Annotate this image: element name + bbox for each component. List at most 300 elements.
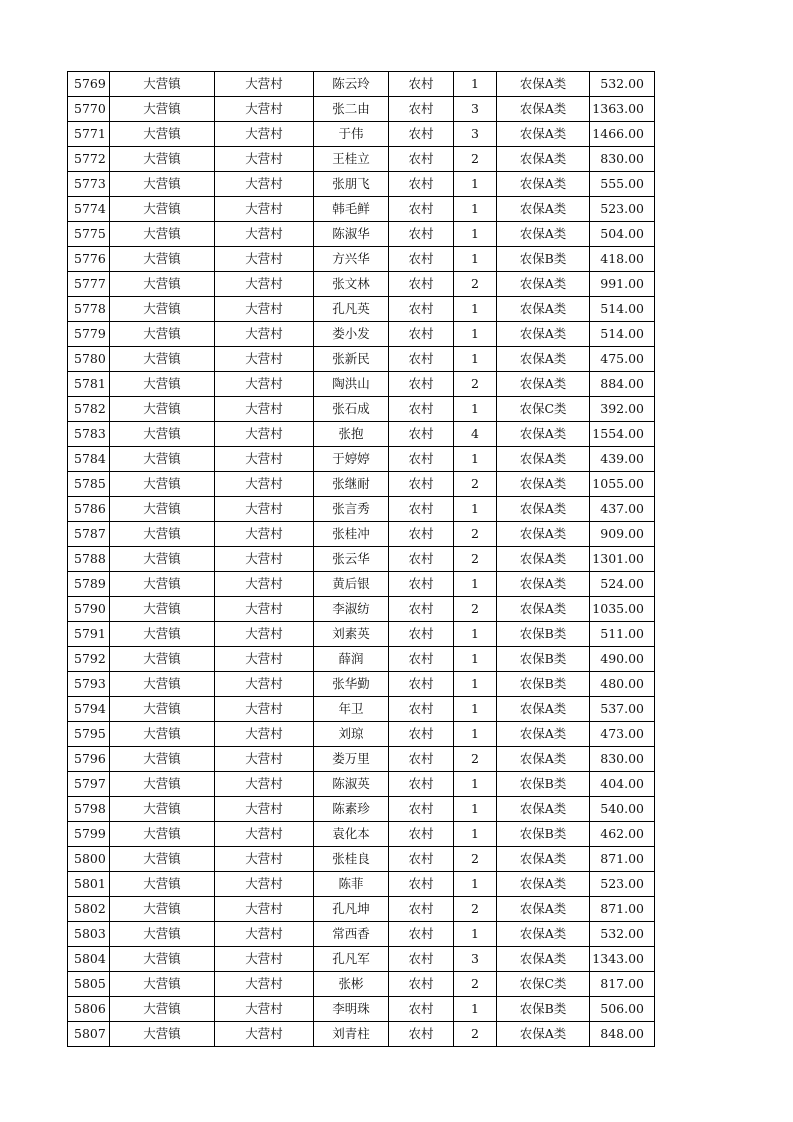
record-id-cell: 5792 bbox=[68, 647, 110, 672]
amount-cell: 1554.00 bbox=[590, 422, 655, 447]
insurance-category-cell: 农保A类 bbox=[497, 447, 590, 472]
insurance-category-cell: 农保A类 bbox=[497, 297, 590, 322]
table-row bbox=[68, 497, 655, 522]
village-cell: 大营村 bbox=[215, 747, 314, 772]
name-cell: 娄小发 bbox=[314, 322, 389, 347]
insurance-category-cell: 农保A类 bbox=[497, 97, 590, 122]
town-cell: 大营镇 bbox=[110, 347, 215, 372]
record-id-cell: 5775 bbox=[68, 222, 110, 247]
area-type-cell: 农村 bbox=[389, 772, 454, 797]
village-cell: 大营村 bbox=[215, 522, 314, 547]
amount-cell: 537.00 bbox=[590, 697, 655, 722]
name-cell: 孔凡坤 bbox=[314, 897, 389, 922]
table-row bbox=[68, 247, 655, 272]
name-cell: 张桂冲 bbox=[314, 522, 389, 547]
household-size-cell: 1 bbox=[454, 197, 497, 222]
village-cell: 大营村 bbox=[215, 72, 314, 97]
household-size-cell: 1 bbox=[454, 922, 497, 947]
record-id-cell: 5804 bbox=[68, 947, 110, 972]
record-id-cell: 5786 bbox=[68, 497, 110, 522]
name-cell: 薛润 bbox=[314, 647, 389, 672]
village-cell: 大营村 bbox=[215, 797, 314, 822]
village-cell: 大营村 bbox=[215, 947, 314, 972]
insurance-category-cell: 农保A类 bbox=[497, 1022, 590, 1047]
town-cell: 大营镇 bbox=[110, 472, 215, 497]
record-id-cell: 5796 bbox=[68, 747, 110, 772]
village-cell: 大营村 bbox=[215, 897, 314, 922]
town-cell: 大营镇 bbox=[110, 697, 215, 722]
table-row bbox=[68, 847, 655, 872]
household-size-cell: 1 bbox=[454, 322, 497, 347]
name-cell: 刘琼 bbox=[314, 722, 389, 747]
name-cell: 张新民 bbox=[314, 347, 389, 372]
household-size-cell: 1 bbox=[454, 447, 497, 472]
area-type-cell: 农村 bbox=[389, 497, 454, 522]
village-cell: 大营村 bbox=[215, 172, 314, 197]
area-type-cell: 农村 bbox=[389, 672, 454, 697]
village-cell: 大营村 bbox=[215, 297, 314, 322]
record-id-cell: 5803 bbox=[68, 922, 110, 947]
insurance-category-cell: 农保A类 bbox=[497, 222, 590, 247]
record-id-cell: 5770 bbox=[68, 97, 110, 122]
name-cell: 常西香 bbox=[314, 922, 389, 947]
household-size-cell: 3 bbox=[454, 122, 497, 147]
name-cell: 刘素英 bbox=[314, 622, 389, 647]
village-cell: 大营村 bbox=[215, 997, 314, 1022]
town-cell: 大营镇 bbox=[110, 647, 215, 672]
insurance-category-cell: 农保A类 bbox=[497, 947, 590, 972]
name-cell: 张石成 bbox=[314, 397, 389, 422]
household-size-cell: 1 bbox=[454, 647, 497, 672]
table-row bbox=[68, 272, 655, 297]
area-type-cell: 农村 bbox=[389, 72, 454, 97]
name-cell: 张抱 bbox=[314, 422, 389, 447]
insurance-category-cell: 农保A类 bbox=[497, 747, 590, 772]
village-cell: 大营村 bbox=[215, 622, 314, 647]
area-type-cell: 农村 bbox=[389, 247, 454, 272]
area-type-cell: 农村 bbox=[389, 822, 454, 847]
amount-cell: 1301.00 bbox=[590, 547, 655, 572]
amount-cell: 462.00 bbox=[590, 822, 655, 847]
household-size-cell: 1 bbox=[454, 997, 497, 1022]
village-cell: 大营村 bbox=[215, 497, 314, 522]
insurance-category-cell: 农保A类 bbox=[497, 597, 590, 622]
name-cell: 年卫 bbox=[314, 697, 389, 722]
household-size-cell: 1 bbox=[454, 672, 497, 697]
amount-cell: 532.00 bbox=[590, 72, 655, 97]
area-type-cell: 农村 bbox=[389, 272, 454, 297]
name-cell: 陈淑华 bbox=[314, 222, 389, 247]
record-id-cell: 5781 bbox=[68, 372, 110, 397]
amount-cell: 523.00 bbox=[590, 872, 655, 897]
area-type-cell: 农村 bbox=[389, 722, 454, 747]
amount-cell: 540.00 bbox=[590, 797, 655, 822]
insurance-category-cell: 农保A类 bbox=[497, 172, 590, 197]
village-cell: 大营村 bbox=[215, 472, 314, 497]
household-size-cell: 1 bbox=[454, 347, 497, 372]
household-size-cell: 1 bbox=[454, 72, 497, 97]
record-id-cell: 5791 bbox=[68, 622, 110, 647]
record-id-cell: 5798 bbox=[68, 797, 110, 822]
table-row bbox=[68, 297, 655, 322]
table-row bbox=[68, 772, 655, 797]
amount-cell: 830.00 bbox=[590, 747, 655, 772]
area-type-cell: 农村 bbox=[389, 147, 454, 172]
insurance-category-cell: 农保C类 bbox=[497, 397, 590, 422]
household-size-cell: 1 bbox=[454, 622, 497, 647]
household-size-cell: 2 bbox=[454, 547, 497, 572]
table-row bbox=[68, 122, 655, 147]
record-id-cell: 5806 bbox=[68, 997, 110, 1022]
household-size-cell: 2 bbox=[454, 972, 497, 997]
name-cell: 张云华 bbox=[314, 547, 389, 572]
amount-cell: 909.00 bbox=[590, 522, 655, 547]
amount-cell: 817.00 bbox=[590, 972, 655, 997]
amount-cell: 871.00 bbox=[590, 897, 655, 922]
table-row bbox=[68, 947, 655, 972]
table-row bbox=[68, 997, 655, 1022]
area-type-cell: 农村 bbox=[389, 347, 454, 372]
village-cell: 大营村 bbox=[215, 647, 314, 672]
household-size-cell: 1 bbox=[454, 822, 497, 847]
town-cell: 大营镇 bbox=[110, 147, 215, 172]
household-size-cell: 2 bbox=[454, 747, 497, 772]
town-cell: 大营镇 bbox=[110, 122, 215, 147]
area-type-cell: 农村 bbox=[389, 397, 454, 422]
amount-cell: 523.00 bbox=[590, 197, 655, 222]
village-cell: 大营村 bbox=[215, 422, 314, 447]
town-cell: 大营镇 bbox=[110, 872, 215, 897]
name-cell: 张华勤 bbox=[314, 672, 389, 697]
insurance-category-cell: 农保B类 bbox=[497, 772, 590, 797]
amount-cell: 871.00 bbox=[590, 847, 655, 872]
name-cell: 黄后银 bbox=[314, 572, 389, 597]
town-cell: 大营镇 bbox=[110, 972, 215, 997]
table-row bbox=[68, 97, 655, 122]
household-size-cell: 2 bbox=[454, 272, 497, 297]
name-cell: 孔凡英 bbox=[314, 297, 389, 322]
table-row bbox=[68, 447, 655, 472]
record-id-cell: 5795 bbox=[68, 722, 110, 747]
household-size-cell: 2 bbox=[454, 897, 497, 922]
town-cell: 大营镇 bbox=[110, 422, 215, 447]
record-id-cell: 5769 bbox=[68, 72, 110, 97]
name-cell: 张继耐 bbox=[314, 472, 389, 497]
record-id-cell: 5793 bbox=[68, 672, 110, 697]
household-size-cell: 1 bbox=[454, 172, 497, 197]
record-id-cell: 5777 bbox=[68, 272, 110, 297]
record-id-cell: 5787 bbox=[68, 522, 110, 547]
amount-cell: 830.00 bbox=[590, 147, 655, 172]
area-type-cell: 农村 bbox=[389, 947, 454, 972]
town-cell: 大营镇 bbox=[110, 772, 215, 797]
village-cell: 大营村 bbox=[215, 547, 314, 572]
table-row bbox=[68, 797, 655, 822]
insurance-category-cell: 农保B类 bbox=[497, 247, 590, 272]
insurance-category-cell: 农保A类 bbox=[497, 472, 590, 497]
name-cell: 方兴华 bbox=[314, 247, 389, 272]
record-id-cell: 5774 bbox=[68, 197, 110, 222]
amount-cell: 514.00 bbox=[590, 322, 655, 347]
village-cell: 大营村 bbox=[215, 122, 314, 147]
insurance-category-cell: 农保A类 bbox=[497, 522, 590, 547]
village-cell: 大营村 bbox=[215, 97, 314, 122]
town-cell: 大营镇 bbox=[110, 297, 215, 322]
town-cell: 大营镇 bbox=[110, 622, 215, 647]
village-cell: 大营村 bbox=[215, 922, 314, 947]
amount-cell: 392.00 bbox=[590, 397, 655, 422]
insurance-category-cell: 农保A类 bbox=[497, 272, 590, 297]
town-cell: 大营镇 bbox=[110, 97, 215, 122]
village-cell: 大营村 bbox=[215, 147, 314, 172]
table-row bbox=[68, 197, 655, 222]
table-row bbox=[68, 722, 655, 747]
table-row bbox=[68, 697, 655, 722]
village-cell: 大营村 bbox=[215, 572, 314, 597]
town-cell: 大营镇 bbox=[110, 747, 215, 772]
insurance-category-cell: 农保A类 bbox=[497, 122, 590, 147]
town-cell: 大营镇 bbox=[110, 172, 215, 197]
insurance-category-cell: 农保A类 bbox=[497, 897, 590, 922]
household-table bbox=[67, 71, 655, 1047]
village-cell: 大营村 bbox=[215, 197, 314, 222]
name-cell: 李明珠 bbox=[314, 997, 389, 1022]
table-row bbox=[68, 972, 655, 997]
record-id-cell: 5807 bbox=[68, 1022, 110, 1047]
record-id-cell: 5778 bbox=[68, 297, 110, 322]
town-cell: 大营镇 bbox=[110, 597, 215, 622]
village-cell: 大营村 bbox=[215, 272, 314, 297]
name-cell: 张桂良 bbox=[314, 847, 389, 872]
table-row bbox=[68, 372, 655, 397]
record-id-cell: 5788 bbox=[68, 547, 110, 572]
area-type-cell: 农村 bbox=[389, 447, 454, 472]
record-id-cell: 5789 bbox=[68, 572, 110, 597]
town-cell: 大营镇 bbox=[110, 372, 215, 397]
amount-cell: 506.00 bbox=[590, 997, 655, 1022]
amount-cell: 418.00 bbox=[590, 247, 655, 272]
amount-cell: 511.00 bbox=[590, 622, 655, 647]
town-cell: 大营镇 bbox=[110, 397, 215, 422]
area-type-cell: 农村 bbox=[389, 1022, 454, 1047]
town-cell: 大营镇 bbox=[110, 997, 215, 1022]
area-type-cell: 农村 bbox=[389, 97, 454, 122]
village-cell: 大营村 bbox=[215, 397, 314, 422]
area-type-cell: 农村 bbox=[389, 122, 454, 147]
area-type-cell: 农村 bbox=[389, 522, 454, 547]
household-size-cell: 1 bbox=[454, 797, 497, 822]
insurance-category-cell: 农保A类 bbox=[497, 147, 590, 172]
village-cell: 大营村 bbox=[215, 597, 314, 622]
amount-cell: 848.00 bbox=[590, 1022, 655, 1047]
town-cell: 大营镇 bbox=[110, 897, 215, 922]
insurance-category-cell: 农保A类 bbox=[497, 497, 590, 522]
village-cell: 大营村 bbox=[215, 722, 314, 747]
area-type-cell: 农村 bbox=[389, 322, 454, 347]
household-size-cell: 1 bbox=[454, 497, 497, 522]
table-row bbox=[68, 572, 655, 597]
insurance-category-cell: 农保A类 bbox=[497, 547, 590, 572]
town-cell: 大营镇 bbox=[110, 722, 215, 747]
insurance-category-cell: 农保A类 bbox=[497, 322, 590, 347]
insurance-category-cell: 农保A类 bbox=[497, 847, 590, 872]
area-type-cell: 农村 bbox=[389, 297, 454, 322]
record-id-cell: 5782 bbox=[68, 397, 110, 422]
area-type-cell: 农村 bbox=[389, 422, 454, 447]
village-cell: 大营村 bbox=[215, 972, 314, 997]
name-cell: 张文林 bbox=[314, 272, 389, 297]
name-cell: 王桂立 bbox=[314, 147, 389, 172]
record-id-cell: 5801 bbox=[68, 872, 110, 897]
insurance-category-cell: 农保A类 bbox=[497, 422, 590, 447]
name-cell: 陈云玲 bbox=[314, 72, 389, 97]
amount-cell: 1343.00 bbox=[590, 947, 655, 972]
table-row bbox=[68, 597, 655, 622]
village-cell: 大营村 bbox=[215, 247, 314, 272]
amount-cell: 504.00 bbox=[590, 222, 655, 247]
area-type-cell: 农村 bbox=[389, 622, 454, 647]
household-size-cell: 3 bbox=[454, 97, 497, 122]
name-cell: 张二由 bbox=[314, 97, 389, 122]
town-cell: 大营镇 bbox=[110, 247, 215, 272]
insurance-category-cell: 农保B类 bbox=[497, 672, 590, 697]
record-id-cell: 5785 bbox=[68, 472, 110, 497]
insurance-category-cell: 农保A类 bbox=[497, 72, 590, 97]
area-type-cell: 农村 bbox=[389, 922, 454, 947]
amount-cell: 473.00 bbox=[590, 722, 655, 747]
village-cell: 大营村 bbox=[215, 222, 314, 247]
insurance-category-cell: 农保A类 bbox=[497, 872, 590, 897]
name-cell: 韩毛鲜 bbox=[314, 197, 389, 222]
village-cell: 大营村 bbox=[215, 697, 314, 722]
name-cell: 陈素珍 bbox=[314, 797, 389, 822]
name-cell: 于伟 bbox=[314, 122, 389, 147]
table-row bbox=[68, 322, 655, 347]
household-size-cell: 2 bbox=[454, 1022, 497, 1047]
town-cell: 大营镇 bbox=[110, 672, 215, 697]
insurance-category-cell: 农保A类 bbox=[497, 572, 590, 597]
village-cell: 大营村 bbox=[215, 872, 314, 897]
town-cell: 大营镇 bbox=[110, 922, 215, 947]
table-row bbox=[68, 897, 655, 922]
record-id-cell: 5799 bbox=[68, 822, 110, 847]
area-type-cell: 农村 bbox=[389, 847, 454, 872]
village-cell: 大营村 bbox=[215, 322, 314, 347]
record-id-cell: 5790 bbox=[68, 597, 110, 622]
town-cell: 大营镇 bbox=[110, 1022, 215, 1047]
insurance-category-cell: 农保A类 bbox=[497, 697, 590, 722]
insurance-category-cell: 农保A类 bbox=[497, 347, 590, 372]
amount-cell: 532.00 bbox=[590, 922, 655, 947]
area-type-cell: 农村 bbox=[389, 222, 454, 247]
name-cell: 孔凡军 bbox=[314, 947, 389, 972]
name-cell: 张朋飞 bbox=[314, 172, 389, 197]
record-id-cell: 5805 bbox=[68, 972, 110, 997]
insurance-category-cell: 农保C类 bbox=[497, 972, 590, 997]
town-cell: 大营镇 bbox=[110, 522, 215, 547]
record-id-cell: 5783 bbox=[68, 422, 110, 447]
household-size-cell: 1 bbox=[454, 297, 497, 322]
table-row bbox=[68, 172, 655, 197]
town-cell: 大营镇 bbox=[110, 822, 215, 847]
table-row bbox=[68, 347, 655, 372]
amount-cell: 1466.00 bbox=[590, 122, 655, 147]
town-cell: 大营镇 bbox=[110, 222, 215, 247]
insurance-category-cell: 农保A类 bbox=[497, 722, 590, 747]
name-cell: 陈菲 bbox=[314, 872, 389, 897]
village-cell: 大营村 bbox=[215, 372, 314, 397]
record-id-cell: 5800 bbox=[68, 847, 110, 872]
village-cell: 大营村 bbox=[215, 347, 314, 372]
name-cell: 刘青柱 bbox=[314, 1022, 389, 1047]
amount-cell: 524.00 bbox=[590, 572, 655, 597]
name-cell: 娄万里 bbox=[314, 747, 389, 772]
town-cell: 大营镇 bbox=[110, 72, 215, 97]
town-cell: 大营镇 bbox=[110, 797, 215, 822]
area-type-cell: 农村 bbox=[389, 897, 454, 922]
table-row bbox=[68, 522, 655, 547]
table-row bbox=[68, 872, 655, 897]
table-row bbox=[68, 422, 655, 447]
area-type-cell: 农村 bbox=[389, 472, 454, 497]
town-cell: 大营镇 bbox=[110, 197, 215, 222]
record-id-cell: 5794 bbox=[68, 697, 110, 722]
record-id-cell: 5802 bbox=[68, 897, 110, 922]
area-type-cell: 农村 bbox=[389, 372, 454, 397]
amount-cell: 1035.00 bbox=[590, 597, 655, 622]
village-cell: 大营村 bbox=[215, 772, 314, 797]
insurance-category-cell: 农保B类 bbox=[497, 822, 590, 847]
table-row bbox=[68, 547, 655, 572]
table-row bbox=[68, 922, 655, 947]
town-cell: 大营镇 bbox=[110, 447, 215, 472]
household-size-cell: 1 bbox=[454, 572, 497, 597]
amount-cell: 404.00 bbox=[590, 772, 655, 797]
area-type-cell: 农村 bbox=[389, 747, 454, 772]
table-row bbox=[68, 647, 655, 672]
record-id-cell: 5797 bbox=[68, 772, 110, 797]
insurance-category-cell: 农保A类 bbox=[497, 197, 590, 222]
area-type-cell: 农村 bbox=[389, 197, 454, 222]
amount-cell: 1363.00 bbox=[590, 97, 655, 122]
table-row bbox=[68, 822, 655, 847]
record-id-cell: 5772 bbox=[68, 147, 110, 172]
area-type-cell: 农村 bbox=[389, 647, 454, 672]
household-size-cell: 1 bbox=[454, 247, 497, 272]
name-cell: 于婷婷 bbox=[314, 447, 389, 472]
area-type-cell: 农村 bbox=[389, 172, 454, 197]
town-cell: 大营镇 bbox=[110, 322, 215, 347]
town-cell: 大营镇 bbox=[110, 572, 215, 597]
area-type-cell: 农村 bbox=[389, 547, 454, 572]
amount-cell: 555.00 bbox=[590, 172, 655, 197]
amount-cell: 1055.00 bbox=[590, 472, 655, 497]
household-size-cell: 1 bbox=[454, 772, 497, 797]
area-type-cell: 农村 bbox=[389, 872, 454, 897]
insurance-category-cell: 农保B类 bbox=[497, 622, 590, 647]
table-body bbox=[68, 72, 655, 1047]
household-size-cell: 2 bbox=[454, 847, 497, 872]
amount-cell: 475.00 bbox=[590, 347, 655, 372]
household-size-cell: 1 bbox=[454, 722, 497, 747]
household-size-cell: 2 bbox=[454, 147, 497, 172]
town-cell: 大营镇 bbox=[110, 547, 215, 572]
record-id-cell: 5784 bbox=[68, 447, 110, 472]
town-cell: 大营镇 bbox=[110, 272, 215, 297]
name-cell: 李淑纺 bbox=[314, 597, 389, 622]
area-type-cell: 农村 bbox=[389, 697, 454, 722]
town-cell: 大营镇 bbox=[110, 497, 215, 522]
